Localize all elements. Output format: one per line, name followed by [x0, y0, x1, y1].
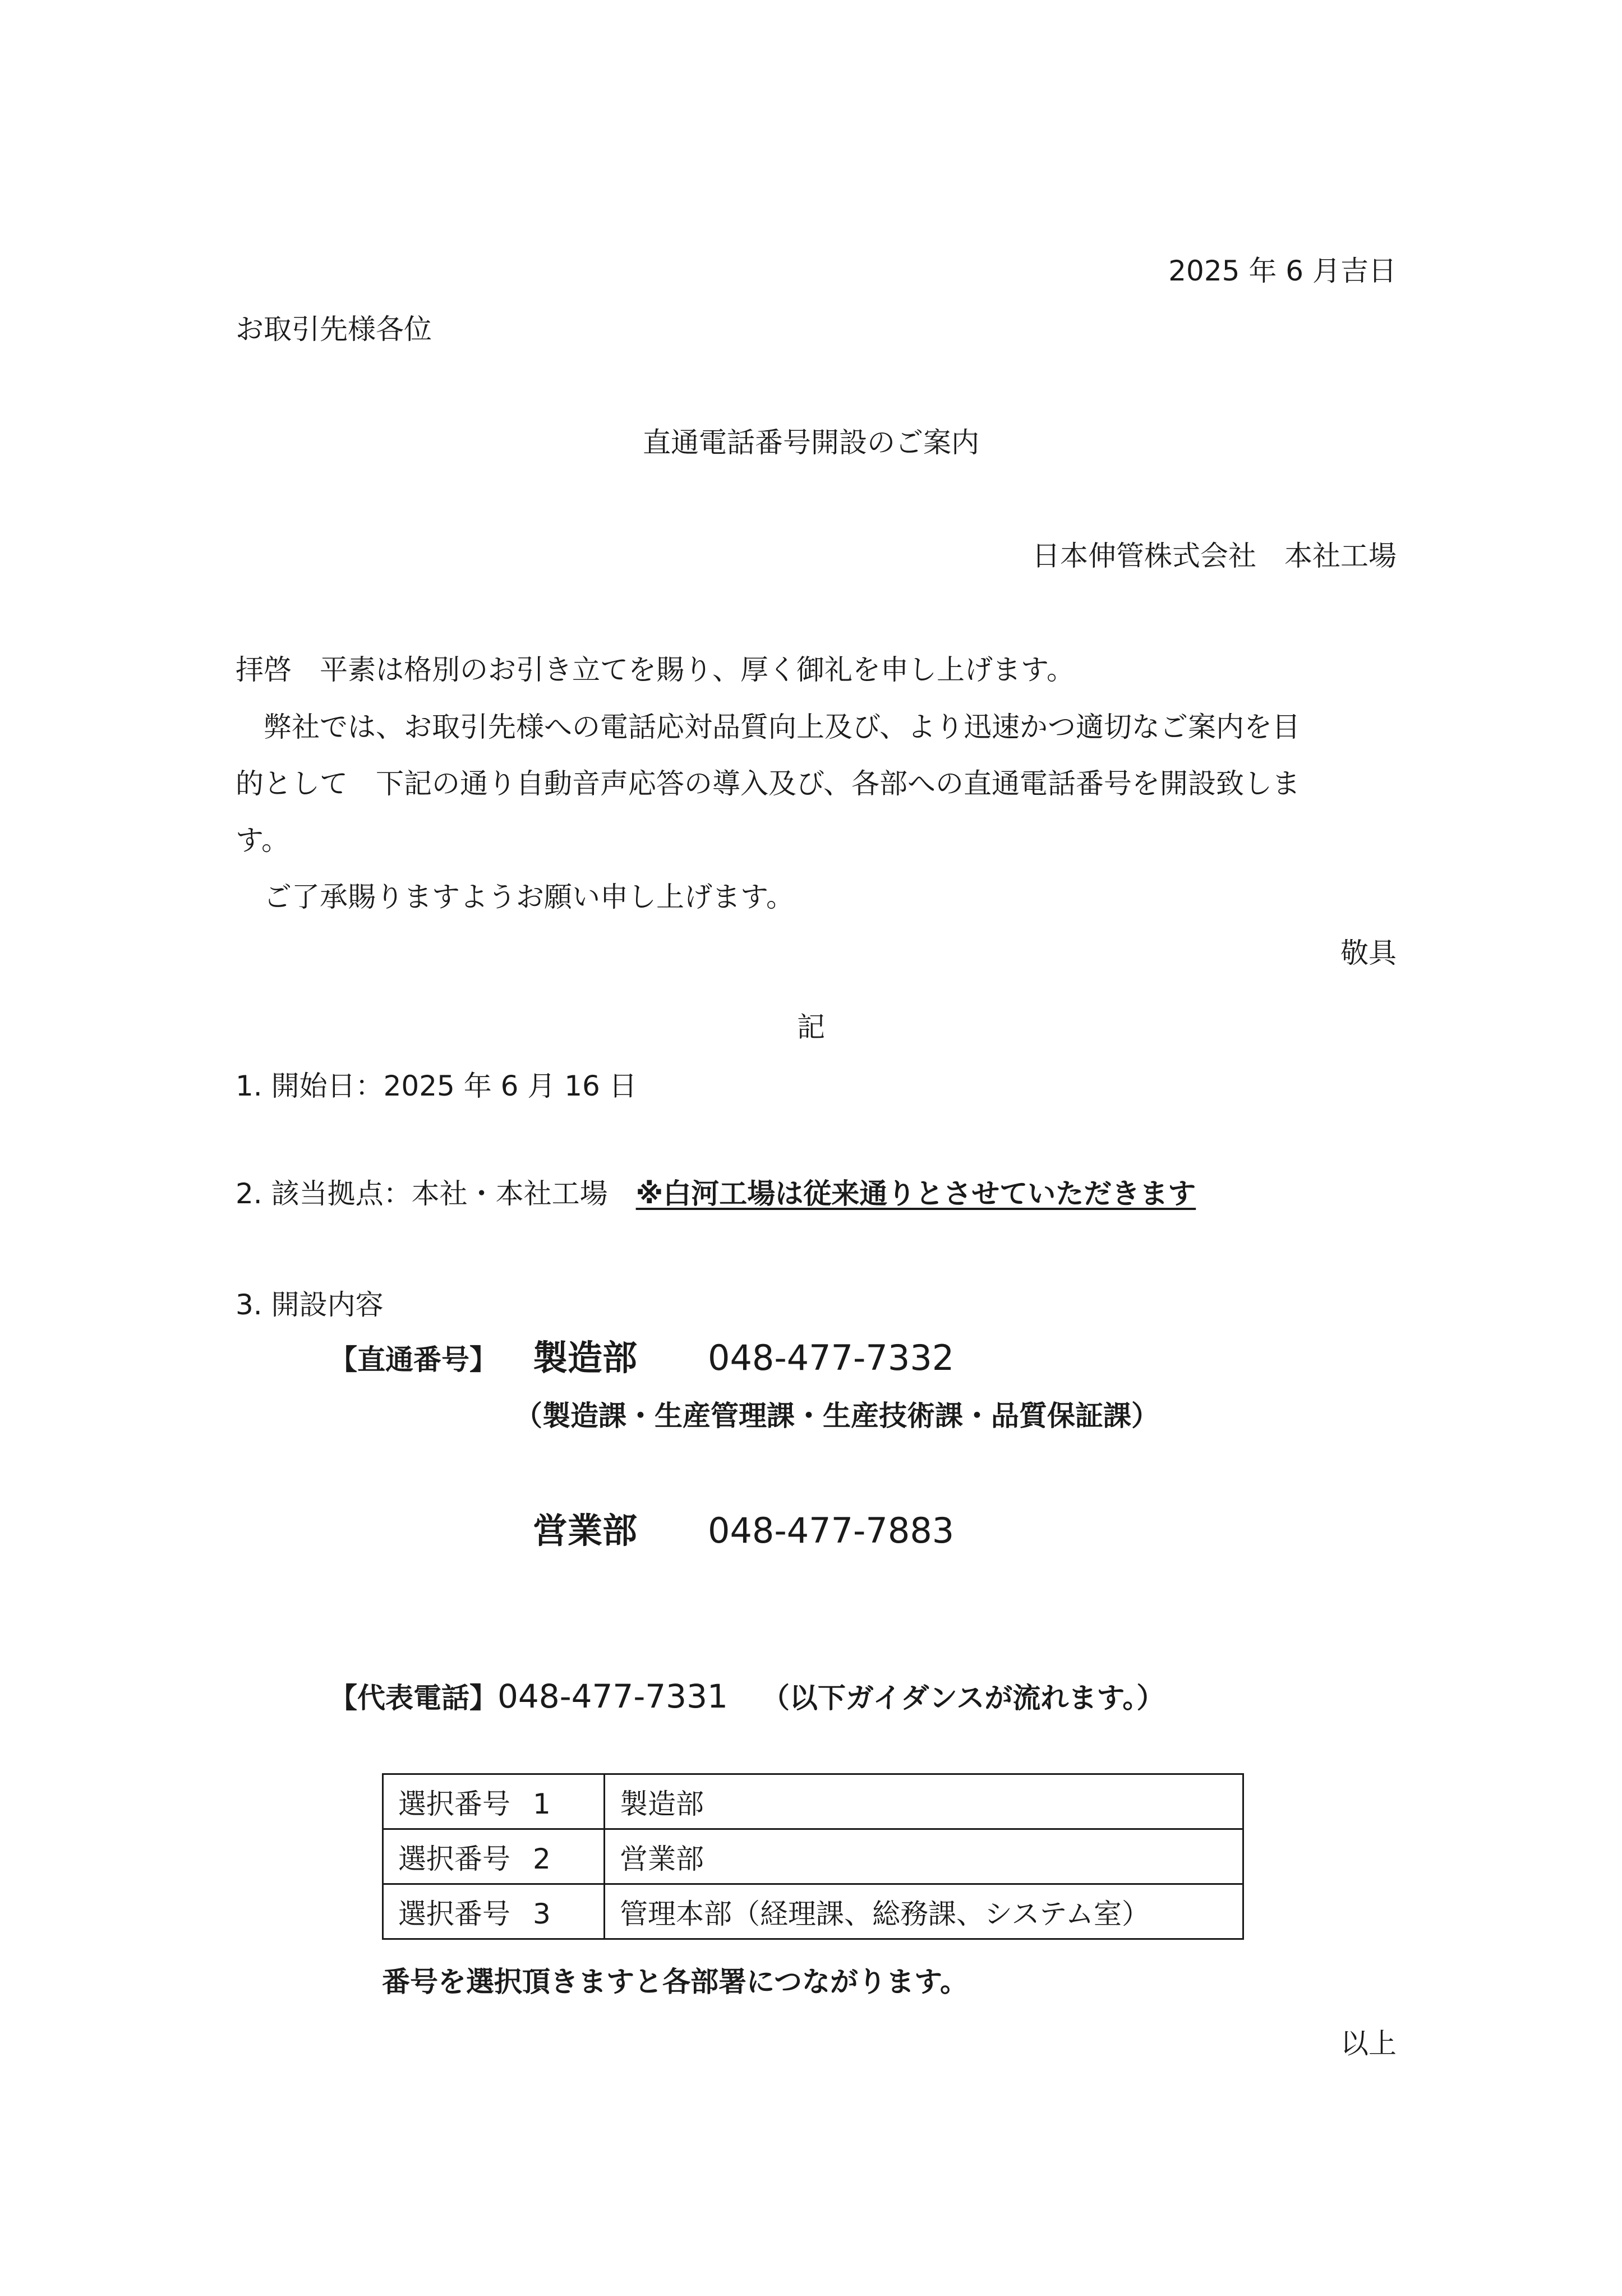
greeting: 拝啓 平素は格別のお引き立てを賜り、厚く御礼を申し上げます。 — [236, 654, 1075, 686]
main-line-label: 【代表電話】 — [329, 1682, 497, 1714]
selection-note: 番号を選択頂きますと各部署につながります。 — [382, 1966, 968, 1998]
selection-key-cell: 選択番号 2 — [383, 1829, 605, 1884]
body-line-3: す。 — [236, 824, 289, 857]
phone-sales: 048-477-7883 — [708, 1510, 955, 1551]
guidance-note: （以下ガイダンスが流れます。） — [761, 1682, 1165, 1714]
selection-dept-cell: 管理本部（経理課、総務課、システム室） — [605, 1884, 1243, 1939]
phone-manufacturing: 048-477-7332 — [708, 1337, 955, 1378]
main-line-phone: 048-477-7331 — [497, 1677, 728, 1715]
item-start-date: 1. 開始日：2025 年 6 月 16 日 — [236, 1070, 637, 1102]
manufacturing-sections: （製造課・生産管理課・生産技術課・品質保証課） — [514, 1400, 1159, 1432]
selection-dept-cell: 製造部 — [605, 1774, 1243, 1829]
selection-table — [382, 1773, 1244, 1940]
dept-sales: 営業部 — [533, 1510, 638, 1551]
selection-key-cell: 選択番号 1 — [383, 1774, 605, 1829]
ki-heading: 記 — [797, 1011, 825, 1043]
document-title: 直通電話番号開設のご案内 — [643, 426, 979, 459]
item-locations — [236, 1176, 1196, 1211]
selection-key-cell: 選択番号 3 — [383, 1884, 605, 1939]
body-line-1: 弊社では、お取引先様への電話応対品質向上及び、より迅速かつ適切なご案内を目 — [236, 711, 1300, 743]
body-line-2: 的として 下記の通り自動音声応答の導入及び、各部への直通電話番号を開設致しま — [236, 767, 1300, 800]
sender: 日本伸管株式会社 本社工場 — [1032, 540, 1397, 572]
table-row — [383, 1829, 1243, 1884]
direct-label: 【直通番号】 — [329, 1343, 497, 1376]
table-row — [383, 1884, 1243, 1939]
body-request: ご了承賜りますようお願い申し上げます。 — [236, 881, 794, 913]
dept-manufacturing: 製造部 — [533, 1337, 638, 1378]
closing: 敬具 — [1340, 937, 1397, 969]
item-locations-label: 2. 該当拠点：本社・本社工場 — [236, 1177, 636, 1210]
table-row — [383, 1774, 1243, 1829]
main-line — [329, 1679, 1164, 1715]
shirakawa-note: ※白河工場は従来通りとさせていただきます — [635, 1177, 1196, 1210]
recipient: お取引先様各位 — [236, 313, 432, 346]
selection-dept-cell: 営業部 — [605, 1829, 1243, 1884]
end-mark: 以上 — [1340, 2027, 1397, 2060]
item-contents: 3. 開設内容 — [236, 1289, 384, 1321]
date: 2025 年 6 月吉日 — [1168, 255, 1397, 287]
